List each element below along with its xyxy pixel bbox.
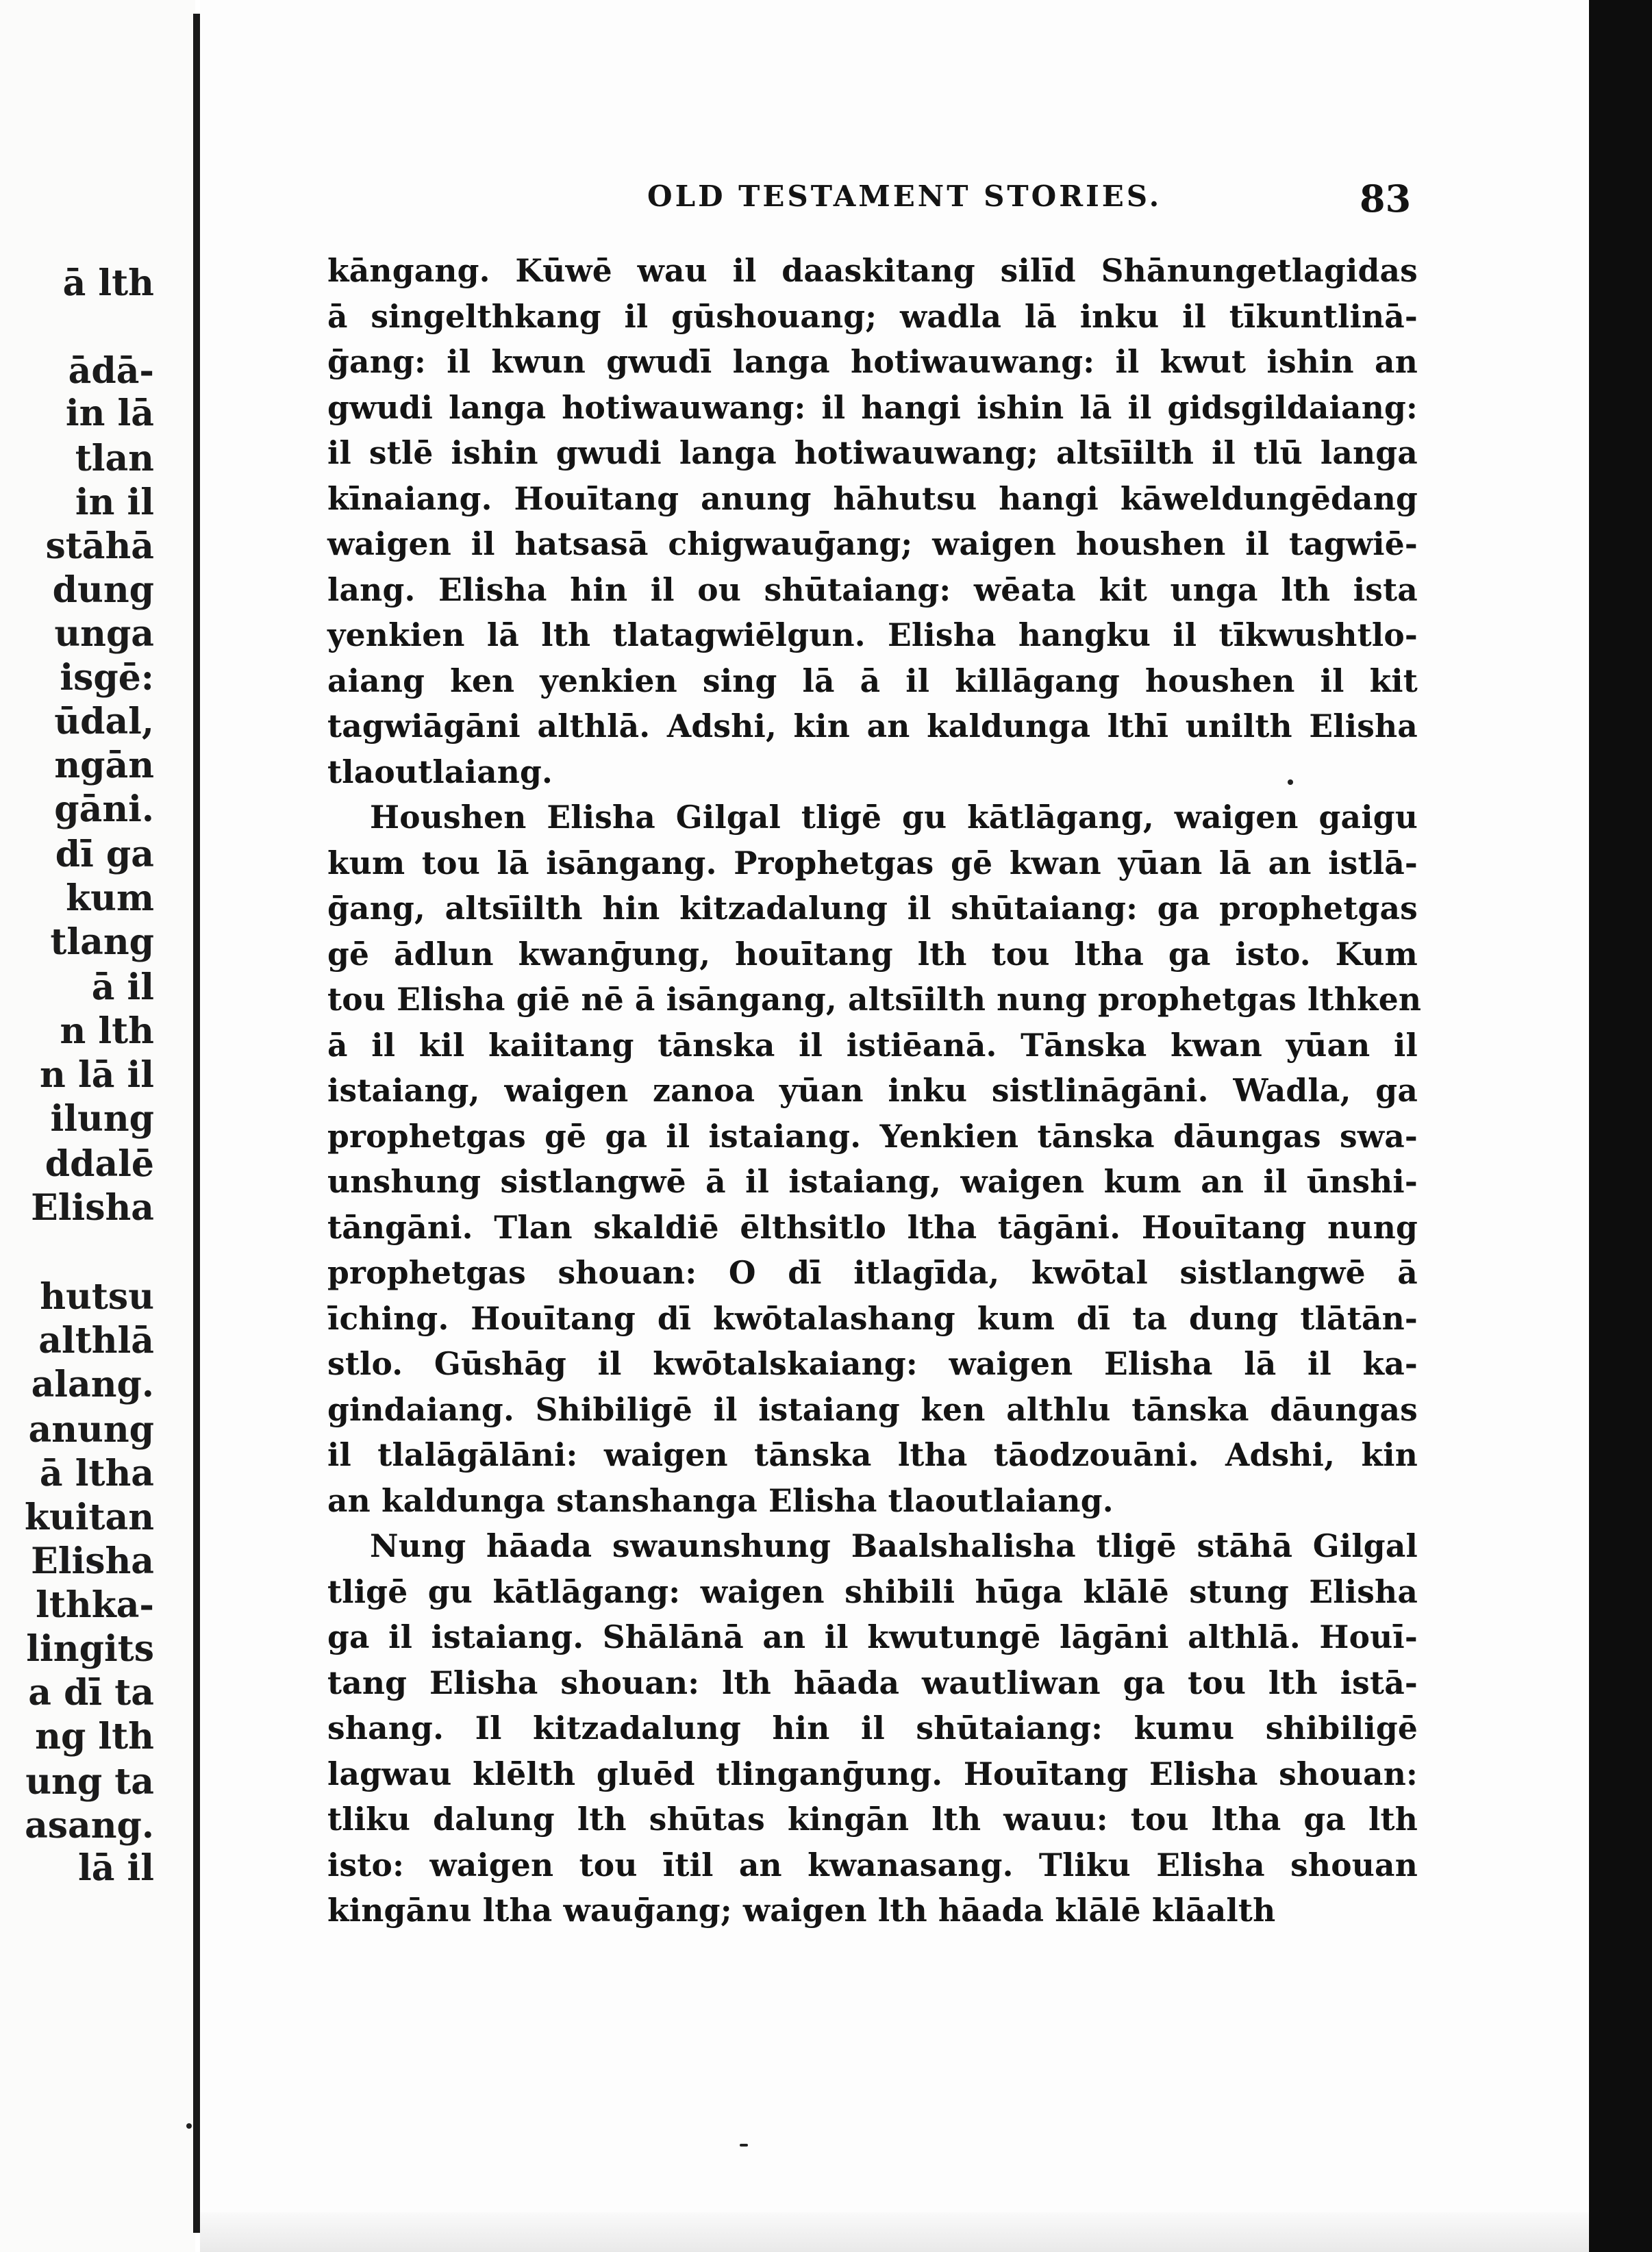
text-line: kīnaiang. Houītang anung hāhutsu hangi kāweldungēdang <box>327 479 1418 517</box>
text-line: stlo. Gūshāg il kwōtalskaiang: waigen Elisha lā il ka- <box>327 1345 1418 1382</box>
left-page-text-fragment: n lth <box>60 1010 154 1052</box>
left-page-text-fragment: lingits <box>26 1628 154 1670</box>
left-page-text-fragment: dung <box>52 569 154 611</box>
text-line: ḡang, altsīilth hin kitzadalung il shūtaiang: ga prophetgas <box>327 890 1418 927</box>
left-page-text-fragment: ngān <box>54 745 154 786</box>
text-line: tligē gu kātlāgang: waigen shibili hūga klālē stung Elisha <box>327 1573 1418 1610</box>
left-page-text-fragment: n lā il <box>40 1054 154 1096</box>
text-line: prophetgas shouan: O dī itlagīda, kwōtal sistlangwē ā <box>327 1254 1418 1291</box>
paragraph <box>327 795 1422 1523</box>
left-page-text-fragment: unga <box>54 613 154 655</box>
left-page-text-fragment: a dī ta <box>28 1672 154 1714</box>
text-line: ā il kil kaiitang tānska il istiēanā. Tānska kwan yūan il <box>327 1026 1418 1064</box>
text-line: tou Elisha giē nē ā isāngang, altsīilth nung prophetgas lthken <box>327 981 1422 1018</box>
left-page-text-fragment: isgē: <box>60 657 154 699</box>
text-line: isto: waigen tou ītil an kwanasang. Tliku Elisha shouan <box>327 1846 1418 1884</box>
left-page-text-fragment: ng lth <box>35 1716 154 1757</box>
text-line: Houshen Elisha Gilgal tligē gu kātlāgang, waigen gaigu <box>370 799 1418 836</box>
text-line: gē ādlun kwanḡung, houītang lth tou ltha ga isto. Kum <box>327 935 1418 973</box>
text-line: tlaoutlaiang. <box>327 753 553 790</box>
left-page-text-fragment: tlang <box>50 921 154 963</box>
text-line: aiang ken yenkien sing lā ā il killāgang houshen il kit <box>327 662 1418 699</box>
stray-ink-dot <box>740 2144 748 2147</box>
left-page-text-fragment: in il <box>75 481 154 523</box>
text-line: waigen il hatsasā chigwauḡang; waigen houshen il tagwiē- <box>327 525 1418 562</box>
page-number: 83 <box>1360 177 1412 221</box>
text-line: tang Elisha shouan: lth hāada wautliwan ga tou lth istā- <box>327 1664 1418 1701</box>
text-line: lang. Elisha hin il ou shūtaiang: wēata kit unga lth ista <box>327 571 1418 608</box>
text-line: īching. Houītang dī kwōtalashang kum dī ta dung tlātān- <box>327 1299 1418 1337</box>
text-line: gindaiang. Shibiligē il istaiang ken althlu tānska dāungas <box>327 1390 1418 1428</box>
left-page-text-fragment: in lā <box>65 392 154 434</box>
left-page-text-fragment: hutsu <box>40 1276 154 1318</box>
left-page-text-fragment: alang. <box>31 1364 154 1405</box>
text-line: unshung sistlangwē ā il istaiang, waigen kum an il ūnshi- <box>327 1163 1418 1200</box>
text-line: ā singelthkang il gūshouang; wadla lā inku il tīkuntlinā- <box>327 297 1418 335</box>
left-page-text-fragment: Elisha <box>31 1540 154 1582</box>
left-page-text-fragment: ā lth <box>62 262 154 304</box>
text-line: tāngāni. Tlan skaldiē ēlthsitlo ltha tāgāni. Houītang nung <box>327 1208 1418 1246</box>
text-line: il tlalāgālāni: waigen tānska ltha tāodzouāni. Adshi, kin <box>327 1436 1418 1473</box>
left-page-text-fragment: lā il <box>77 1847 154 1889</box>
left-page-text-fragment: tlan <box>75 438 154 479</box>
text-line: kum tou lā isāngang. Prophetgas gē kwan yūan lā an istlā- <box>327 844 1418 881</box>
stray-ink-dot <box>1288 779 1293 785</box>
text-line: ḡang: il kwun gwudī langa hotiwauwang: il kwut ishin an <box>327 343 1418 380</box>
left-page-text-fragment: kum <box>66 877 154 919</box>
left-page-text-fragment: ā il <box>91 966 154 1008</box>
text-line: istaiang, waigen zanoa yūan inku sistlināgāni. Wadla, ga <box>327 1072 1418 1109</box>
text-line: Nung hāada swaunshung Baalshalisha tligē stāhā Gilgal <box>370 1527 1418 1564</box>
text-line: il stlē ishin gwudi langa hotiwauwang; altsīilth il tlū langa <box>327 434 1418 471</box>
left-page-text-fragment: ūdal, <box>54 701 154 742</box>
text-line: an kaldunga stanshanga Elisha tlaoutlaiang. <box>327 1481 1114 1519</box>
text-line: shang. Il kitzadalung hin il shūtaiang: kumu shibiligē <box>327 1710 1418 1747</box>
left-page-text-fragment: ung ta <box>25 1761 154 1803</box>
left-page-text-fragment: ā ltha <box>39 1453 154 1494</box>
left-page-text-fragment: asang. <box>25 1805 154 1847</box>
left-page-text-fragment: althlā <box>38 1320 154 1362</box>
left-page-text-fragment: kuitan <box>24 1497 154 1538</box>
left-page-text-fragment: gāni. <box>54 788 154 830</box>
left-facing-page <box>0 0 195 2252</box>
text-line: prophetgas gē ga il istaiang. Yenkien tānska dāungas swa- <box>327 1117 1418 1155</box>
text-line: kāngang. Kūwē wau il daaskitang silīd Shānungetlagidas <box>327 252 1418 289</box>
running-head: OLD TESTAMENT STORIES. <box>647 179 1162 213</box>
left-page-text-fragment: dī ga <box>55 834 154 875</box>
page-bottom-margin <box>200 2212 1589 2252</box>
text-line: yenkien lā lth tlatagwiēlgun. Elisha hangku il tīkwushtlo- <box>327 616 1418 653</box>
left-page-text-fragment: Elisha <box>31 1187 154 1229</box>
stray-ink-dot <box>186 2123 192 2129</box>
left-page-text-fragment: stāhā <box>45 525 154 567</box>
body-text <box>327 248 1422 1934</box>
left-page-text-fragment: ddalē <box>45 1143 154 1185</box>
gutter-shadow <box>193 14 200 2233</box>
left-page-text-fragment: anung <box>28 1409 154 1451</box>
paragraph <box>327 1523 1418 1934</box>
left-page-text-fragment: ilung <box>50 1098 154 1140</box>
text-line: tliku dalung lth shūtas kingān lth wauu: tou ltha ga lth <box>327 1801 1418 1838</box>
text-line: ga il istaiang. Shālānā an il kwutungē lāgāni althlā. Houī- <box>327 1618 1418 1655</box>
left-page-text-fragment: ādā- <box>68 350 154 392</box>
scan-dark-border <box>1589 0 1652 2252</box>
text-line: gwudi langa hotiwauwang: il hangi ishin lā il gidsgildaiang: <box>327 388 1418 426</box>
left-page-text-fragment: lthka- <box>36 1584 154 1626</box>
text-line: lagwau klēlth gluēd tlinganḡung. Houītang Elisha shouan: <box>327 1755 1418 1792</box>
text-line: kingānu ltha wauḡang; waigen lth hāada klālē klāalth <box>327 1892 1276 1929</box>
text-line: tagwiāgāni althlā. Adshi, kin an kaldunga lthī unilth Elisha <box>327 708 1418 745</box>
paragraph <box>327 248 1418 795</box>
